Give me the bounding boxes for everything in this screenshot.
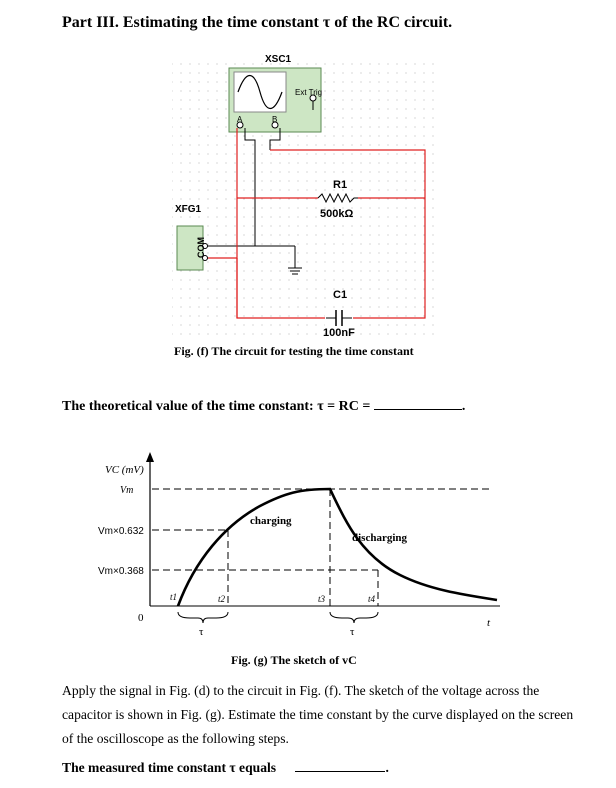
y-axis-arrow: [146, 452, 154, 462]
t1-label: t1: [170, 592, 178, 602]
measured-label: The measured time constant τ equals: [62, 760, 277, 775]
origin-label: 0: [138, 612, 144, 624]
capacitor-name: C1: [333, 289, 348, 301]
level-368-label: Vm×0.368: [98, 566, 144, 577]
theory-answer-blank[interactable]: [374, 396, 462, 410]
tau-brace-discharging: [330, 612, 378, 623]
vm-label: Vm: [120, 485, 134, 496]
t4-label: t4: [368, 594, 376, 604]
tau-brace-charging: [178, 612, 228, 623]
channel-b-label: B: [272, 115, 278, 124]
capacitor-value: 100nF: [323, 327, 355, 339]
instruction-paragraph: Apply the signal in Fig. (d) to the circuit in Fig. (f). The sketch of the voltage across the capacitor is shown in Fig. (g). Estimate the time constant by the curve displayed on the screen of the oscilloscope as the following steps.: [62, 683, 574, 746]
generator-label: XFG1: [175, 204, 202, 215]
measured-question: The measured time constant τ equals .: [62, 760, 389, 775]
section-heading: Part III. Estimating the time constant τ of the RC circuit.: [62, 14, 453, 31]
theory-label: The theoretical value of the time constant: τ = RC =: [62, 399, 371, 414]
fig-g-caption: Fig. (g) The sketch of vC: [231, 653, 357, 667]
capacitor-symbol[interactable]: [325, 310, 353, 326]
scope-label: XSC1: [265, 54, 292, 65]
measured-answer-blank[interactable]: [295, 758, 385, 772]
time-axis-label: t: [487, 617, 491, 629]
charging-label: charging: [250, 515, 292, 527]
tau-label-discharging: τ: [350, 626, 355, 638]
ext-trig-label: Ext Trig: [295, 88, 323, 97]
resistor-name: R1: [333, 179, 348, 191]
vc-sketch-graph: [90, 430, 510, 640]
level-632-label: Vm×0.632: [98, 526, 144, 537]
generator-com-label: COM: [196, 237, 206, 258]
y-axis-label: VC (mV): [105, 464, 144, 476]
discharging-label: discharging: [352, 532, 408, 544]
channel-a-label: A: [237, 115, 243, 124]
fig-f-caption: Fig. (f) The circuit for testing the time constant: [174, 344, 414, 358]
vc-curve: [178, 489, 497, 606]
theory-question: The theoretical value of the time constant: τ = RC = .: [62, 396, 465, 415]
tau-label-charging: τ: [199, 626, 204, 638]
t3-label: t3: [318, 594, 326, 604]
rc-circuit-diagram: [150, 40, 450, 340]
t2-label: t2: [218, 594, 226, 604]
resistor-value: 500kΩ: [320, 208, 354, 220]
